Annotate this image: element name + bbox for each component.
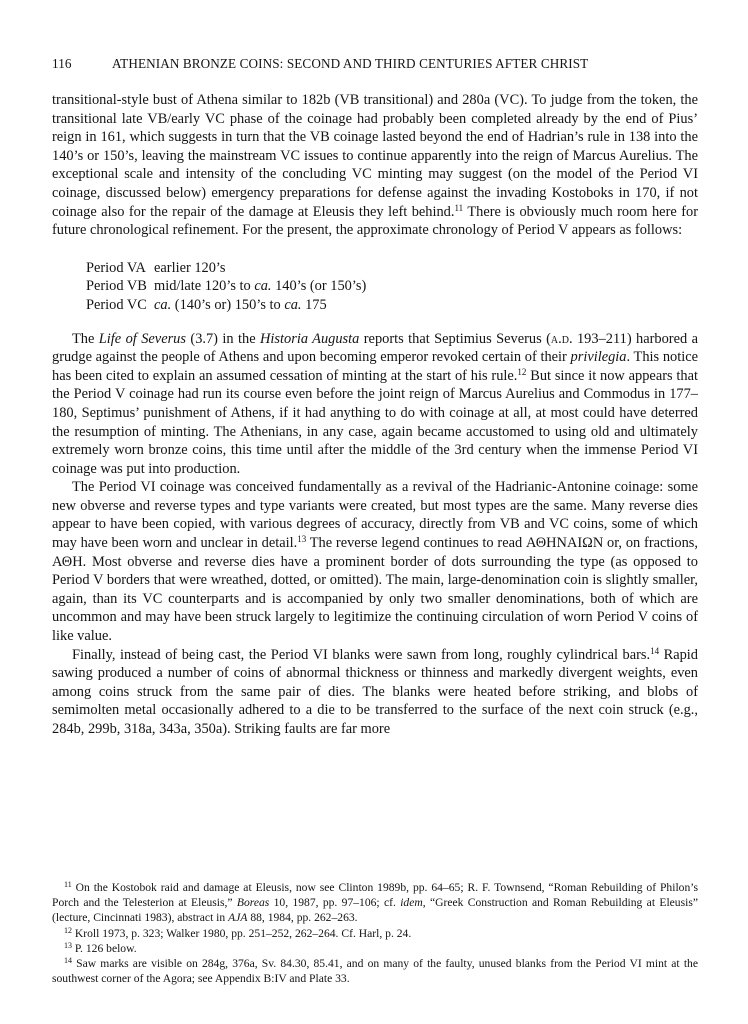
paragraph-1: transitional-style bust of Athena similar to 182b (VB transitional) and 280a (VC). To judge from the token, the transitional late VB/early VC phase of the coinage had probably been completed already by the end of Pius’ reign in 161, which suggests in turn that the VB coinage lasted beyond the end of Hadrian’s rule in 138 into the 140’s or 150’s, leaving the mainstream VC issues to continue apparently into the reign of Marcus Aurelius. The exceptional scale and intensity of the concluding VC minting may suggest (on the model of the Period VI coinage, discussed below) emergency preparations for defense against the invading Kostoboks in 170, if not coinage also for the repair of the damage at Eleusis they left behind.$^{11}$ There is obviously much room here for future chronological refinement. For the present, the approximate chronology of Period V appears as follows: <box>52 92 699 239</box>
chronology-row: Period VB mid/late 120’s to ca. 140’s (or 150’s) <box>86 278 367 295</box>
footnote-ref-14[interactable]: 14 <box>650 645 660 656</box>
footnote-13: $^{13}$ P. 126 below. <box>64 940 137 955</box>
running-header <box>52 56 698 78</box>
body-text <box>52 91 698 739</box>
footnote-11: $^{11}$ On the Kostobok raid and damage at Eleusis, now see Clinton 1989b, pp. 64–65; R. F. Townsend, “Roman Rebuilding of Philon’s Porch and the Telesterion at Eleusis,” Boreas 10, 1987, pp. 97–106; cf. idem, “Greek Construction and Roman Rebuilding at Eleusis” (lecture, Cincinnati 1983), abstract in AJA 88, 1984, pp. 262–263. <box>52 880 698 925</box>
footnotes <box>52 880 698 986</box>
page-number: 116 <box>52 56 72 71</box>
footnote-ref-12[interactable]: 12 <box>517 366 527 377</box>
chronology-list <box>86 259 698 315</box>
paragraph-2: The Life of Severus (3.7) in the Historia Augusta reports that Septimius Severus (a.d. 193–211) harbored a grudge against the people of Athens and upon becoming emperor revoked certain of their privilegia. This notice has been cited to explain an assumed cessation of minting at the start of his rule.$^{12}$ But since it now appears that the Period V coinage had run its course even before the joint reign of Marcus Aurelius and Commodus in 177–180, Septimus’ punishment of Athens, if it had anything to do with coinage at all, at most could have deterred the resumption of minting. The Athenians, in any case, again became accustomed to using old and ultimately extremely worn bronze coins, this time until after the middle of the 3rd century when the immense Period VI coinage was put into production. <box>52 330 699 477</box>
footnote-12: $^{12}$ Kroll 1973, p. 323; Walker 1980, pp. 251–252, 262–264. Cf. Harl, p. 24. <box>64 925 412 940</box>
footnote-ref-13[interactable]: 13 <box>297 534 307 545</box>
paragraph-3: The Period VI coinage was conceived fundamentally as a revival of the Hadrianic-Antonine coinage: some new obverse and reverse types and type variants were created, but most types are the same. Many reverse dies appear to have been copied, with various degrees of accuracy, directly from VB and VC coins, some of which may have been worn and unclear in detail.$^{13}$ The reverse legend continues to read ΑΘΗΝΑΙΩΝ or, on fractions, ΑΘΗ. Most obverse and reverse dies have a prominent border of dots surrounding the type (as opposed to Period V borders that were wreathed, dotted, or omitted). The main, large-denomination coin is slightly smaller, again, than its VC counterparts and is accompanied by only two smaller denominations, both of which are uncommon and may have been struck largely to legitimize the continuing circulation of worn Period V coins of like value. <box>52 479 698 645</box>
footnote-14: $^{14}$ Saw marks are visible on 284g, 376a, Sv. 84.30, 85.41, and on many of the faulty, unused blanks from the Period VI mint at the southwest corner of the Agora; see Appendix B:IV and Plate 33. <box>52 956 698 986</box>
chronology-row: Period VC ca. (140’s or) 150’s to ca. 175 <box>86 296 327 313</box>
footnote-ref-11[interactable]: 11 <box>454 202 464 213</box>
page <box>52 56 698 739</box>
paragraph-4: Finally, instead of being cast, the Period VI blanks were sawn from long, roughly cylindrical bars.$^{14}$ Rapid sawing produced a number of coins of abnormal thickness or thinness and markedly divergent weights, even among coins struck from the same pair of dies. The blanks were heated before striking, and blobs of semimolten metal occasionally adhered to a die to be transferred to the surface of the next coin struck (e.g., 284b, 299b, 318a, 343a, 350a). Striking faults are far more <box>52 645 698 737</box>
chronology-row: Period VA earlier 120’s <box>86 259 226 276</box>
running-title: ATHENIAN BRONZE COINS: SECOND AND THIRD CENTURIES AFTER CHRIST <box>112 56 589 71</box>
